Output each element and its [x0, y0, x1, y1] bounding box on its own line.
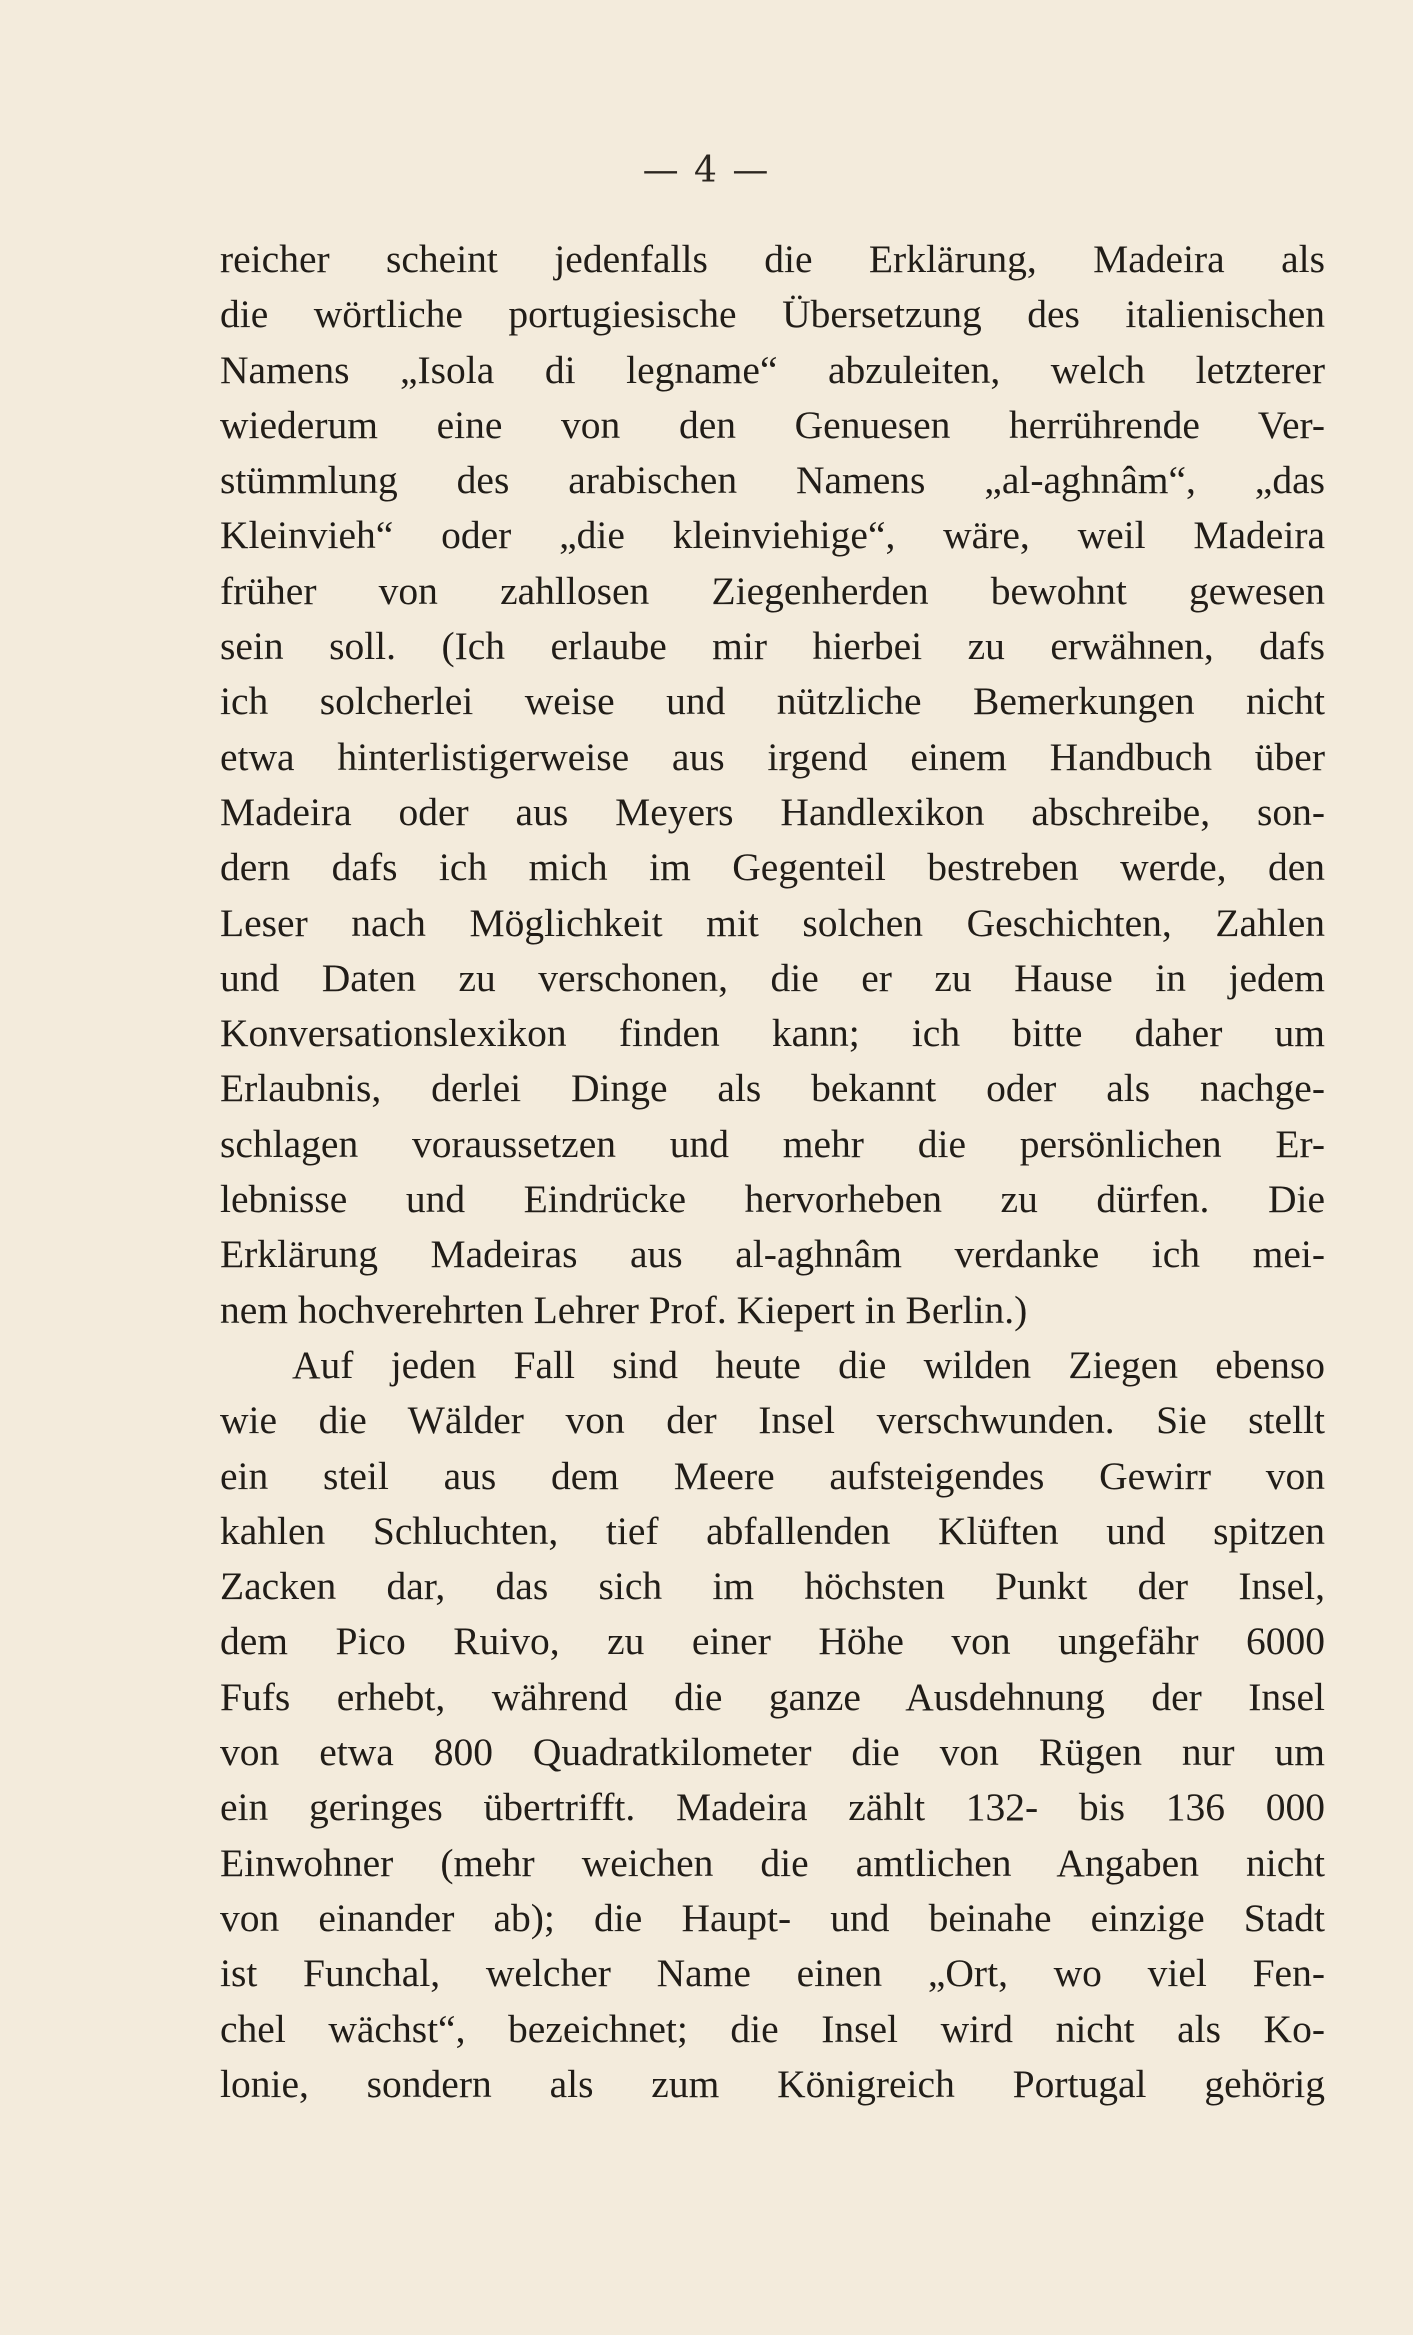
text-line: lonie, sondern als zum Königreich Portugal gehörig	[220, 2061, 1325, 2106]
body-text	[220, 232, 1325, 2112]
text-line: Erklärung Madeiras aus al-aghnâm verdanke ich mei-	[220, 1232, 1325, 1277]
text-line: Auf jeden Fall sind heute die wilden Ziegen ebenso	[292, 1342, 1325, 1387]
text-line: früher von zahllosen Ziegenherden bewohnt gewesen	[220, 568, 1325, 613]
text-line: reicher scheint jedenfalls die Erklärung, Madeira als	[220, 237, 1325, 281]
text-line: nem hochverehrten Lehrer Prof. Kiepert in Berlin.)	[220, 1287, 1028, 1332]
text-line: schlagen voraussetzen und mehr die persönlichen Er-	[220, 1121, 1325, 1166]
text-line: wie die Wälder von der Insel verschwunden. Sie stellt	[220, 1398, 1325, 1443]
text-line: ein geringes übertrifft. Madeira zählt 132- bis 136 000	[220, 1785, 1325, 1830]
text-line: chel wächst“, bezeichnet; die Insel wird nicht als Ko-	[220, 2006, 1325, 2051]
text-line: dem Pico Ruivo, zu einer Höhe von ungefähr 6000	[220, 1619, 1325, 1664]
page-number: — 4 —	[642, 150, 771, 191]
text-line: ich solcherlei weise und nützliche Bemerkungen nicht	[220, 679, 1325, 724]
text-line: etwa hinterlistigerweise aus irgend einem Handbuch über	[220, 734, 1325, 779]
text-line: Konversationslexikon finden kann; ich bitte daher um	[220, 1011, 1325, 1056]
text-line: kahlen Schluchten, tief abfallenden Klüften und spitzen	[220, 1508, 1325, 1553]
text-line: die wörtliche portugiesische Übersetzung des italienischen	[220, 292, 1325, 337]
text-line: Madeira oder aus Meyers Handlexikon abschreibe, son-	[220, 789, 1325, 834]
text-line: dern dafs ich mich im Gegenteil bestreben werde, den	[220, 845, 1325, 890]
text-line: Erlaubnis, derlei Dinge als bekannt oder als nachge-	[220, 1066, 1325, 1111]
text-line: Einwohner (mehr weichen die amtlichen Angaben nicht	[220, 1840, 1325, 1885]
text-line: von etwa 800 Quadratkilometer die von Rügen nur um	[220, 1730, 1325, 1775]
text-line: von einander ab); die Haupt- und beinahe einzige Stadt	[220, 1895, 1325, 1940]
text-line: Zacken dar, das sich im höchsten Punkt der Insel,	[220, 1564, 1325, 1609]
text-line: wiederum eine von den Genuesen herrührende Ver-	[220, 402, 1325, 447]
text-line: stümmlung des arabischen Namens „al-aghnâm“, „das	[220, 458, 1325, 503]
text-line: sein soll. (Ich erlaube mir hierbei zu erwähnen, dafs	[220, 624, 1325, 669]
text-line: Leser nach Möglichkeit mit solchen Geschichten, Zahlen	[220, 900, 1325, 945]
text-line: ein steil aus dem Meere aufsteigendes Gewirr von	[220, 1453, 1325, 1498]
text-line: Kleinvieh“ oder „die kleinviehige“, wäre, weil Madeira	[220, 513, 1325, 558]
text-line: Namens „Isola di legname“ abzuleiten, welch letzterer	[220, 347, 1325, 392]
text-line: lebnisse und Eindrücke hervorheben zu dürfen. Die	[220, 1177, 1325, 1222]
text-line: Fufs erhebt, während die ganze Ausdehnung der Insel	[220, 1674, 1325, 1719]
text-line: ist Funchal, welcher Name einen „Ort, wo viel Fen-	[220, 1951, 1325, 1996]
text-line: und Daten zu verschonen, die er zu Hause in jedem	[220, 955, 1325, 1000]
